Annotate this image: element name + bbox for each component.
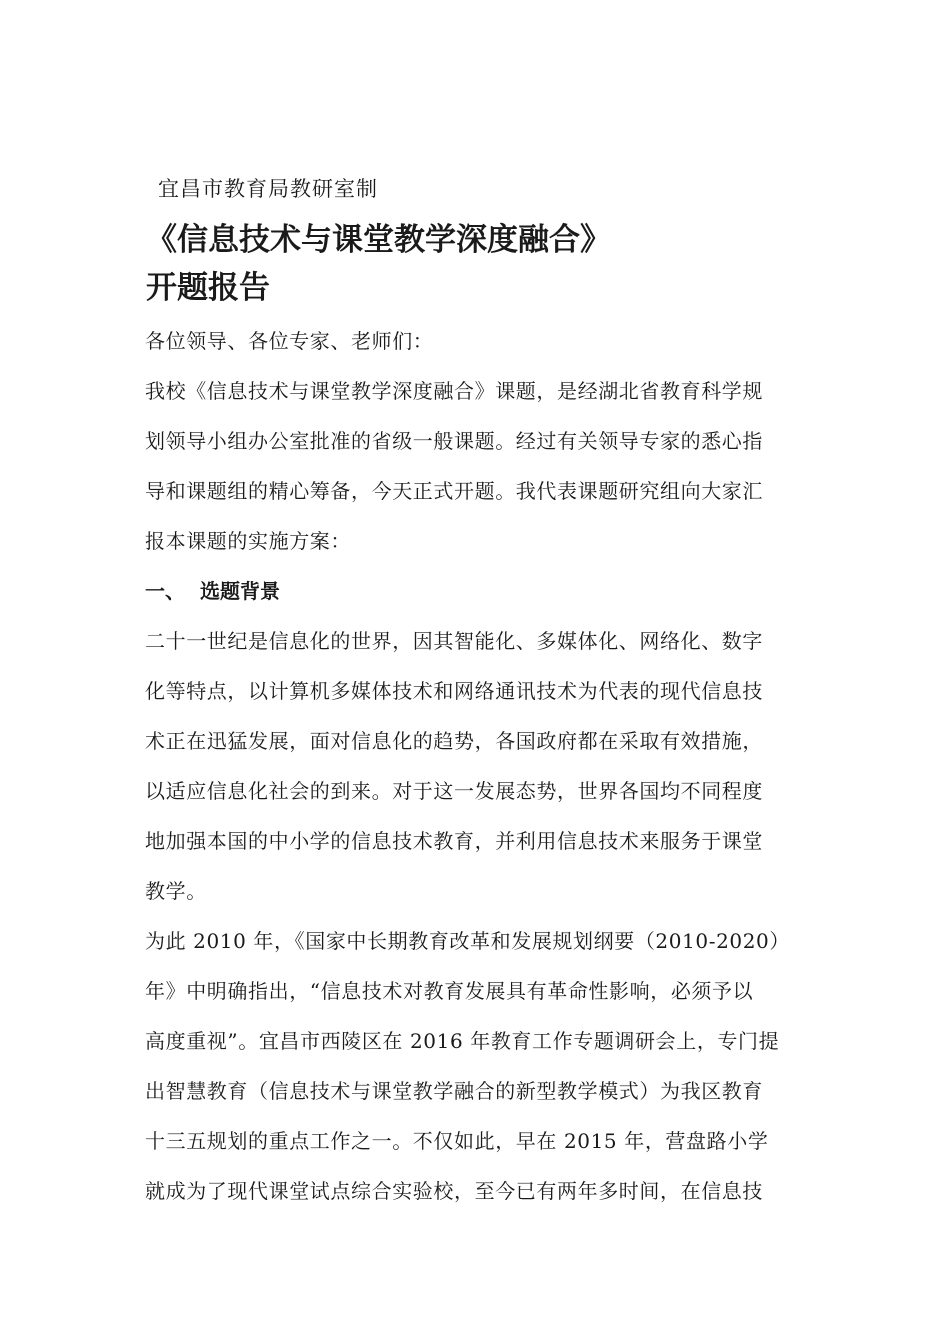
paragraph-line: 术正在迅猛发展，面对信息化的趋势，各国政府都在采取有效措施， <box>145 729 763 753</box>
paragraph-line: 二十一世纪是信息化的世界，因其智能化、多媒体化、网络化、数字 <box>145 629 763 653</box>
paragraph-line: 出智慧教育（信息技术与课堂教学融合的新型教学模式）为我区教育 <box>145 1079 763 1103</box>
paragraph-line: 十三五规划的重点工作之一。不仅如此，早在 2015 年，营盘路小学 <box>145 1129 769 1153</box>
intro-line: 报本课题的实施方案： <box>145 529 351 553</box>
report-body <box>145 316 810 1216</box>
paragraph-line: 为此 2010 年，《国家中长期教育改革和发展规划纲要（2010-2020） <box>145 929 790 953</box>
intro-line: 我校《信息技术与课堂教学深度融合》课题，是经湖北省教育科学规 <box>145 379 763 403</box>
issuing-organization: 宜昌市教育局教研室制 <box>158 177 378 201</box>
paragraph-line: 就成为了现代课堂试点综合实验校，至今已有两年多时间，在信息技 <box>145 1179 763 1203</box>
paragraph-line: 高度重视”。宜昌市西陵区在 2016 年教育工作专题调研会上，专门提 <box>145 1029 780 1053</box>
section-title: 选题背景 <box>200 579 280 603</box>
section-heading-background <box>145 566 810 616</box>
greeting <box>145 316 810 366</box>
paragraph-line: 以适应信息化社会的到来。对于这一发展态势，世界各国均不同程度 <box>145 779 763 803</box>
background-paragraph-2 <box>145 916 810 1216</box>
paragraph-line: 地加强本国的中小学的信息技术教育，并利用信息技术来服务于课堂 <box>145 829 763 853</box>
intro-line: 导和课题组的精心筹备，今天正式开题。我代表课题研究组向大家汇 <box>145 479 763 503</box>
intro-paragraph <box>145 366 810 566</box>
greeting-line: 各位领导、各位专家、老师们： <box>145 329 434 353</box>
paragraph-line: 化等特点，以计算机多媒体技术和网络通讯技术为代表的现代信息技 <box>145 679 763 703</box>
report-title: 《信息技术与课堂教学深度融合》 <box>146 222 611 258</box>
background-paragraph-1 <box>145 616 810 916</box>
section-number: 一、 <box>145 579 185 603</box>
report-subtitle: 开题报告 <box>146 270 270 306</box>
paragraph-line: 年》中明确指出，“信息技术对教育发展具有革命性影响，必须予以 <box>145 979 754 1003</box>
paragraph-line: 教学。 <box>145 879 207 903</box>
intro-line: 划领导小组办公室批准的省级一般课题。经过有关领导专家的悉心指 <box>145 429 763 453</box>
